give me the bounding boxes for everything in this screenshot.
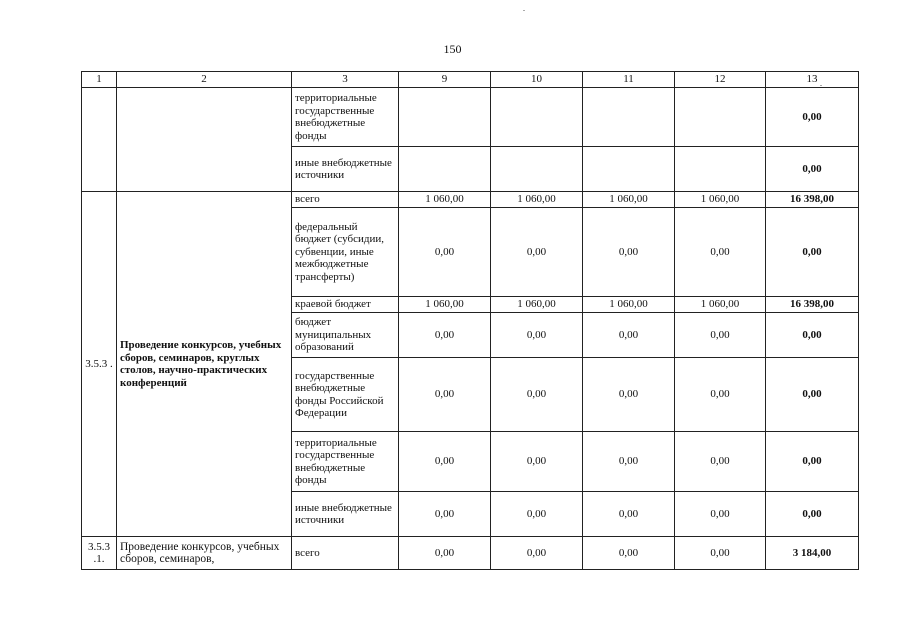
value-cell bbox=[399, 88, 491, 147]
value-cell: 1 060,00 bbox=[583, 192, 675, 208]
value-cell: 0,00 bbox=[399, 208, 491, 297]
source-cell: федеральный бюджет (субсидии, субвенции, иные межбюджетные трансферты) bbox=[292, 208, 399, 297]
header-col-10: 10 bbox=[491, 72, 583, 88]
source-cell: бюджет муниципальных образований bbox=[292, 313, 399, 358]
value-cell: 0,00 bbox=[675, 537, 766, 570]
value-cell bbox=[583, 147, 675, 192]
source-cell: иные внебюджетные источники bbox=[292, 492, 399, 537]
header-col-3: 3 bbox=[292, 72, 399, 88]
page-number: 150 bbox=[443, 42, 462, 56]
value-cell: 0,00 bbox=[583, 492, 675, 537]
item-name: Проведение конкурсов, учебных сборов, семинаров, круглых столов, научно-практических конференций bbox=[117, 192, 292, 537]
item-code: 3.5.3 . bbox=[82, 192, 117, 537]
header-col-13: 13 bbox=[766, 72, 859, 88]
item-name: Проведение конкурсов, учебных сборов, семинаров, bbox=[117, 537, 292, 570]
source-cell: территориальные государственные внебюджетные фонды bbox=[292, 432, 399, 492]
total-cell: 3 184,00 bbox=[766, 537, 859, 570]
value-cell: 1 060,00 bbox=[675, 192, 766, 208]
total-cell: 0,00 bbox=[766, 492, 859, 537]
total-cell: 0,00 bbox=[766, 358, 859, 432]
value-cell bbox=[583, 88, 675, 147]
header-row bbox=[82, 72, 859, 88]
value-cell: 1 060,00 bbox=[491, 192, 583, 208]
source-cell: государственные внебюджетные фонды Российской Федерации bbox=[292, 358, 399, 432]
source-cell: всего bbox=[292, 537, 399, 570]
value-cell: 0,00 bbox=[583, 313, 675, 358]
total-cell: 16 398,00 bbox=[766, 192, 859, 208]
source-cell: краевой бюджет bbox=[292, 297, 399, 313]
value-cell bbox=[399, 147, 491, 192]
total-cell: 0,00 bbox=[766, 313, 859, 358]
code-cell bbox=[82, 88, 117, 192]
item-code: 3.5.3 .1. bbox=[82, 537, 117, 570]
header-col-2: 2 bbox=[117, 72, 292, 88]
value-cell: 0,00 bbox=[675, 492, 766, 537]
value-cell: 0,00 bbox=[583, 208, 675, 297]
table-row bbox=[82, 192, 859, 208]
value-cell: 0,00 bbox=[675, 358, 766, 432]
header-col-12: 12 bbox=[675, 72, 766, 88]
value-cell: 0,00 bbox=[491, 432, 583, 492]
value-cell bbox=[491, 147, 583, 192]
value-cell: 0,00 bbox=[491, 537, 583, 570]
value-cell: 0,00 bbox=[583, 432, 675, 492]
total-cell: 0,00 bbox=[766, 147, 859, 192]
table-row bbox=[82, 537, 859, 570]
header-col-9: 9 bbox=[399, 72, 491, 88]
source-cell: территориальные государственные внебюджетные фонды bbox=[292, 88, 399, 147]
value-cell: 0,00 bbox=[583, 537, 675, 570]
value-cell: 0,00 bbox=[491, 208, 583, 297]
value-cell: 0,00 bbox=[675, 208, 766, 297]
value-cell: 1 060,00 bbox=[583, 297, 675, 313]
value-cell: 1 060,00 bbox=[675, 297, 766, 313]
value-cell: 1 060,00 bbox=[399, 192, 491, 208]
value-cell: 0,00 bbox=[399, 313, 491, 358]
value-cell: 0,00 bbox=[399, 432, 491, 492]
scan-speck bbox=[820, 85, 822, 86]
value-cell: 0,00 bbox=[583, 358, 675, 432]
value-cell: 0,00 bbox=[491, 313, 583, 358]
value-cell bbox=[491, 88, 583, 147]
name-cell bbox=[117, 88, 292, 192]
total-cell: 16 398,00 bbox=[766, 297, 859, 313]
value-cell: 0,00 bbox=[491, 492, 583, 537]
header-col-1: 1 bbox=[82, 72, 117, 88]
value-cell: 0,00 bbox=[399, 537, 491, 570]
value-cell: 0,00 bbox=[675, 432, 766, 492]
scan-speck bbox=[523, 10, 525, 11]
total-cell: 0,00 bbox=[766, 88, 859, 147]
header-col-11: 11 bbox=[583, 72, 675, 88]
value-cell bbox=[675, 88, 766, 147]
total-cell: 0,00 bbox=[766, 432, 859, 492]
value-cell: 0,00 bbox=[399, 492, 491, 537]
value-cell: 0,00 bbox=[399, 358, 491, 432]
value-cell: 1 060,00 bbox=[491, 297, 583, 313]
source-cell: иные внебюджетные источники bbox=[292, 147, 399, 192]
value-cell: 0,00 bbox=[491, 358, 583, 432]
table-row bbox=[82, 88, 859, 147]
budget-table bbox=[81, 71, 859, 570]
value-cell bbox=[675, 147, 766, 192]
value-cell: 1 060,00 bbox=[399, 297, 491, 313]
total-cell: 0,00 bbox=[766, 208, 859, 297]
source-cell: всего bbox=[292, 192, 399, 208]
value-cell: 0,00 bbox=[675, 313, 766, 358]
